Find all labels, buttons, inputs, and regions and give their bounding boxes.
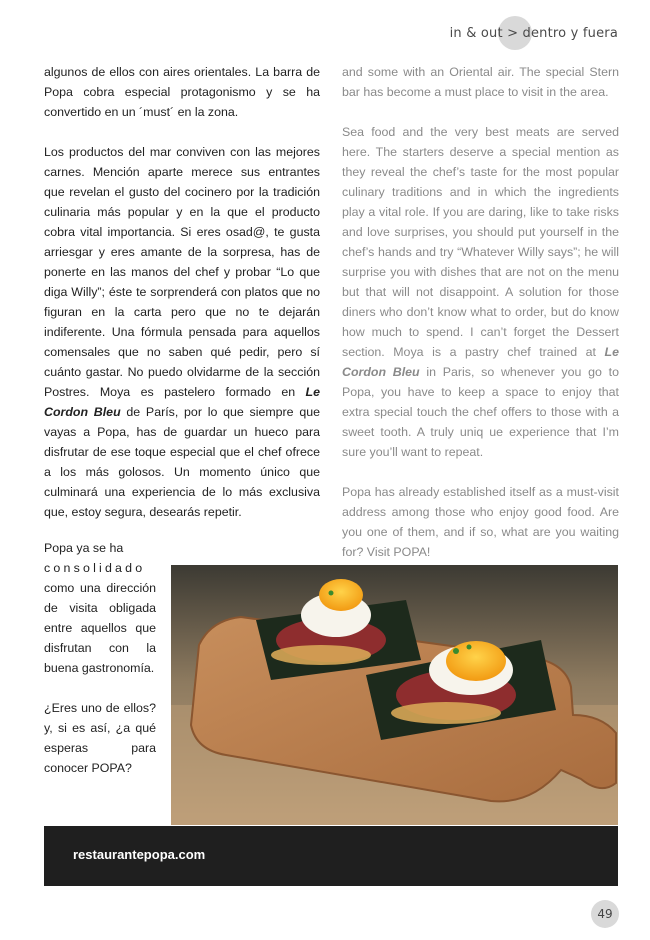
sidebar-paragraph-1 [44, 538, 156, 678]
english-p2-text-b: in Paris, so whenever you go to Popa, you have to keep a space to enjoy that extra special touch the chef offers to those with a sweet tooth. A truly uniq ue experience that I’m sure you’ll want to repeat. [342, 365, 619, 459]
english-cordon-bleu: Le Cordon Bleu [342, 345, 619, 379]
page-number: 49 [591, 900, 619, 928]
spanish-column [44, 62, 320, 542]
spanish-p2-text-a: Los productos del mar conviven con las mejores carnes. Mención aparte merece sus entrantes que revelan el gusto del cocinero por la tradición culinaria más popular y en la que el producto cobra vital importancia. Si eres osad@, te gusta arriesgar y eres amante de la sorpresa, has de ponerte en las manos del chef y probar “Lo que diga Willy”; éste te sorprenderá con platos que no figuran en la carta pero que no te dejarán indiferente. Una fórmula pensada para aquellos comensales que no saben qué pedir, pero sí cuánto gastar. No puedo olvidarme de la sección Postres. Moya es pastelero formado en [44, 145, 320, 399]
sidebar-quote [44, 538, 156, 798]
spanish-cordon-bleu: Le Cordon Bleu [44, 385, 320, 419]
english-paragraph-2 [342, 122, 619, 462]
sidebar-line-2: consolidado [44, 561, 146, 575]
section-header [450, 20, 618, 46]
english-column [342, 62, 619, 582]
english-paragraph-1: and some with an Oriental air. The special Stern bar has become a must place to visit in the area. [342, 65, 619, 99]
spanish-paragraph-2 [44, 142, 320, 522]
spanish-p2-text-b: de París, por lo que siempre que vayas a Popa, has de guardar un hueco para disfrutar de ese toque especial que el chef ofrece a los más golosos. Un momento único que culminará una experiencia de lo más exclusiva que, estoy segura, desearás repetir. [44, 405, 320, 519]
website-link[interactable]: restaurantepopa.com [73, 847, 206, 862]
sidebar-line-1: Popa ya se ha [44, 541, 124, 555]
section-title: in & out > dentro y fuera [449, 25, 618, 41]
sidebar-paragraph-2: ¿Eres uno de ellos? y, si es así, ¿a qué esperas para conocer POPA? [44, 701, 156, 775]
dish-photo-illustration [171, 565, 618, 825]
footer-bar [44, 826, 618, 886]
spanish-paragraph-1: algunos de ellos con aires orientales. La barra de Popa cobra especial protagonismo y se ha convertido en un ´must´ en la zona. [44, 65, 320, 119]
dish-photo [171, 565, 618, 825]
sidebar-line-rest: como una dirección de visita obligada entre aquellos que disfrutan con la buena gastronomía. [44, 581, 156, 675]
english-p2-text-a: Sea food and the very best meats are served here. The starters deserve a special mention as they reveal the chef’s taste for the most popular culinary traditions and in which the ingredients play a vital role. If you are daring, like to take risks and love surprises, you should put yourself in the chef’s hands and try “Whatever Willy says”; he will surprise you with dishes that are not on the menu but that will not disappoint. A solution for those diners who don’t know what to order, but do know how much to spend. I can’t forget the Dessert section. Moya is a pastry chef trained at [342, 125, 619, 359]
english-paragraph-3: Popa has already established itself as a must-visit address among those who enjoy good food. Are you one of them, and if so, what are you waiting for? Visit POPA! [342, 485, 619, 559]
